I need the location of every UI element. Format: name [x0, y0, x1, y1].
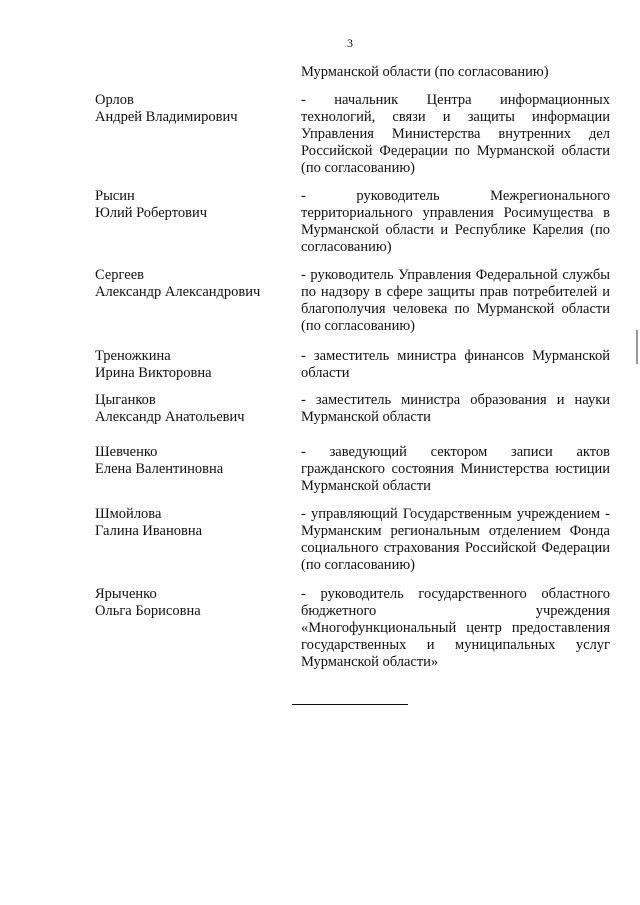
person-name: [95, 444, 295, 478]
person-surname: Шевченко: [95, 444, 158, 460]
person-role: - руководитель государственного областного бюджетного учреждения «Многофункциональный центр предоставления государственных и муниципальных услуг Мурманской области»: [301, 586, 610, 670]
person-given-names: Александр Анатольевич: [95, 409, 245, 425]
page-number: 3: [347, 36, 353, 50]
person-given-names: Юлий Робертович: [95, 205, 208, 221]
person-surname: Рысин: [95, 188, 135, 204]
person-name: [95, 188, 295, 222]
person-name: [95, 348, 295, 382]
person-given-names: Андрей Владимирович: [95, 109, 238, 125]
person-given-names: Елена Валентиновна: [95, 461, 224, 477]
person-given-names: Галина Ивановна: [95, 523, 203, 539]
person-role: - заместитель министра финансов Мурманской области: [301, 348, 610, 381]
person-role: - начальник Центра информационных технологий, связи и защиты информации Управления Министерства внутренних дел Российской Федерации по Мурманской области (по согласованию): [301, 92, 610, 176]
person-surname: Шмойлова: [95, 506, 162, 522]
person-name: [95, 392, 295, 426]
person-surname: Ярыченко: [95, 586, 157, 602]
scan-edge-mark: [636, 330, 638, 364]
person-name: [95, 92, 295, 126]
person-surname: Орлов: [95, 92, 134, 108]
person-given-names: Александр Александрович: [95, 284, 261, 300]
continuation-text: Мурманской области (по согласованию): [301, 64, 549, 80]
end-rule: [292, 704, 408, 705]
person-role: - руководитель Управления Федеральной службы по надзору в сфере защиты прав потребителей и благополучия человека по Мурманской области (по согласованию): [301, 267, 610, 334]
person-surname: Треножкина: [95, 348, 171, 364]
person-role: - руководитель Межрегионального территориального управления Росимущества в Мурманской области и Республике Карелия (по согласованию): [301, 188, 610, 255]
person-surname: Сергеев: [95, 267, 145, 283]
person-given-names: Ирина Викторовна: [95, 365, 212, 381]
person-name: [95, 506, 295, 540]
person-given-names: Ольга Борисовна: [95, 603, 201, 619]
person-surname: Цыганков: [95, 392, 156, 408]
person-role: - управляющий Государственным учреждением - Мурманским региональным отделением Фонда социального страхования Российской Федерации (по согласованию): [301, 506, 610, 573]
person-role: - заведующий сектором записи актов гражданского состояния Министерства юстиции Мурманской области: [301, 444, 610, 494]
person-name: [95, 586, 295, 620]
person-role: - заместитель министра образования и науки Мурманской области: [301, 392, 610, 425]
person-name: [95, 267, 295, 301]
